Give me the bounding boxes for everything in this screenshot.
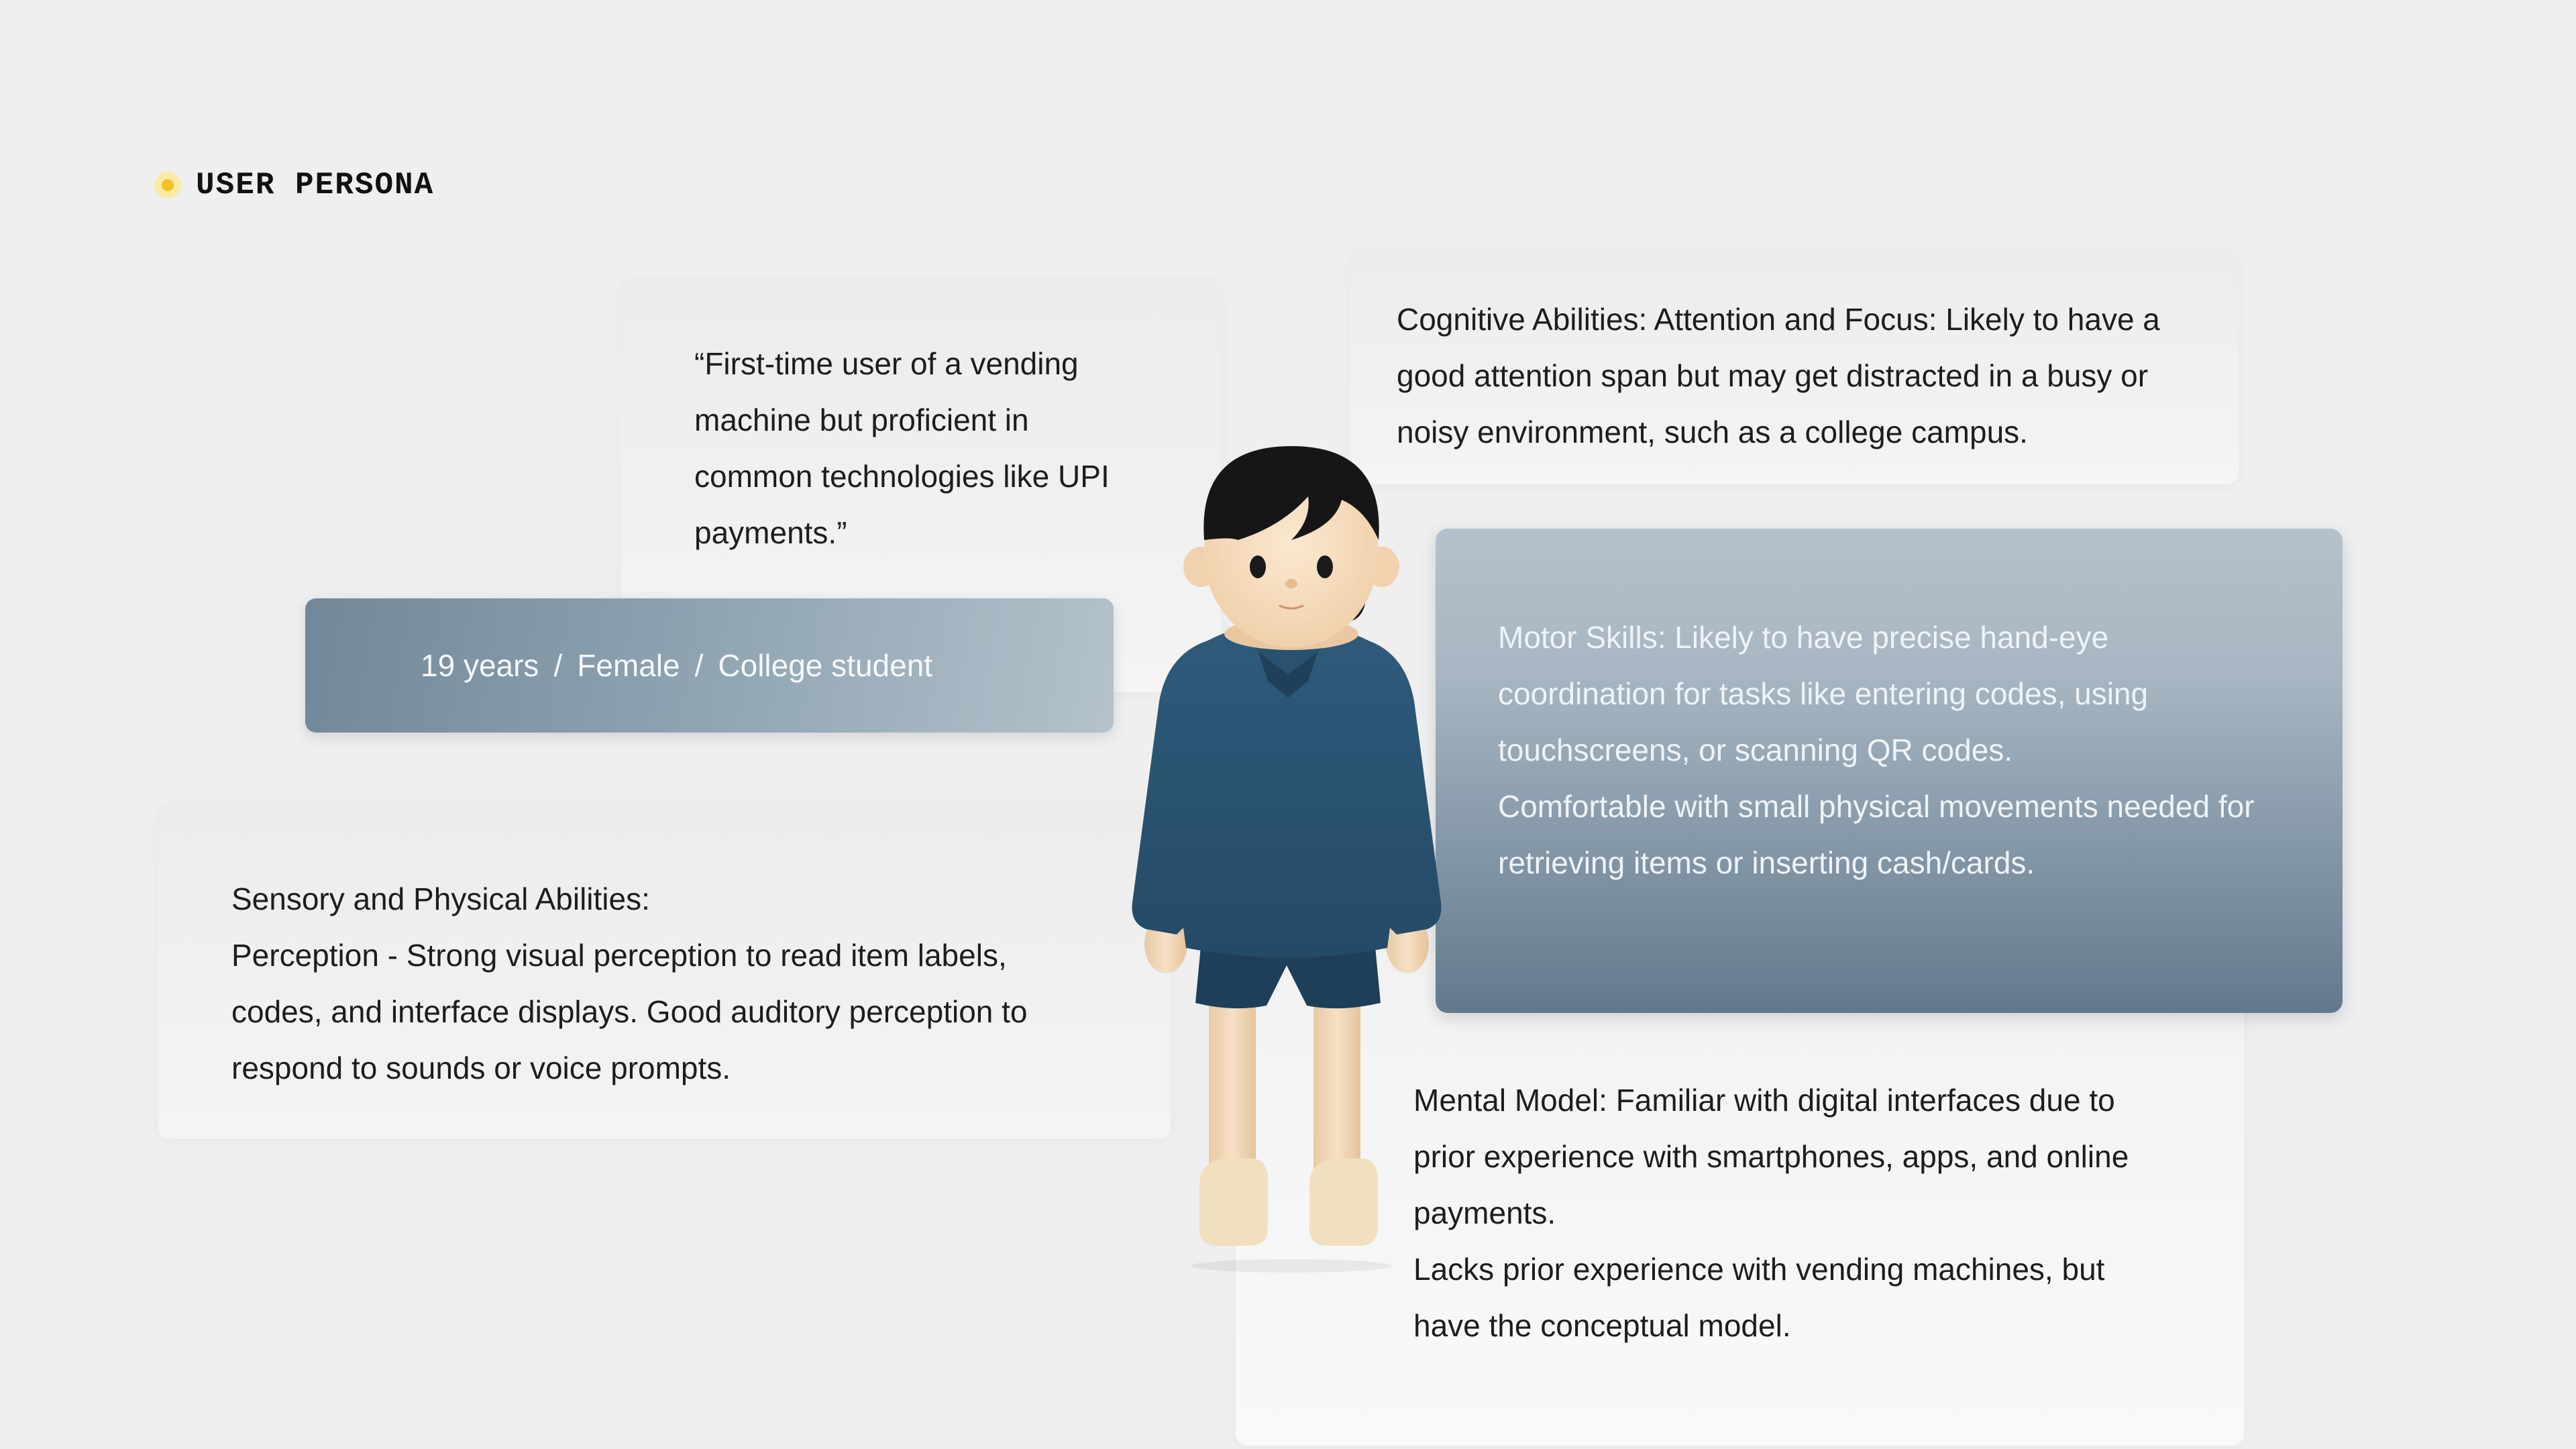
separator: / xyxy=(553,648,563,683)
page-title: USER PERSONA xyxy=(196,168,435,203)
occupation-label: College student xyxy=(718,648,933,683)
separator: / xyxy=(694,648,704,683)
age-label: 19 years xyxy=(421,648,539,683)
sensory-abilities-card xyxy=(158,804,1171,1139)
persona-quote: “First-time user of a vending machine but proficient in common technologies like UPI payments.” xyxy=(694,346,1110,550)
cognitive-abilities-card xyxy=(1350,250,2239,484)
section-heading xyxy=(154,168,434,203)
persona-avatar-figure xyxy=(1127,439,1449,1278)
socks xyxy=(1199,1159,1378,1246)
cognitive-abilities-text: Cognitive Abilities: Attention and Focus: Likely to have a good attention span but may get distracted in a busy or noisy environment, such as a college campus. xyxy=(1397,302,2160,449)
mental-model-text: Mental Model: Familiar with digital interfaces due to prior experience with smartphones, apps, and online payments. Lacks prior experience with vending machines, but have the conceptual model. xyxy=(1413,1083,2129,1343)
motor-skills-text: Motor Skills: Likely to have precise hand-eye coordination for tasks like entering codes, using touchscreens, or scanning QR codes. Comfortable with small physical movements needed for retrieving items or inserting cash/cards. xyxy=(1498,620,2255,880)
sensory-abilities-text: Sensory and Physical Abilities: Perception - Strong visual perception to read item labels, codes, and interface displays. Good auditory perception to respond to sounds or voice prompts. xyxy=(231,881,1028,1085)
bullet-dot-icon xyxy=(154,172,181,199)
head xyxy=(1183,446,1399,647)
motor-skills-card xyxy=(1436,529,2343,1013)
gender-label: Female xyxy=(577,648,680,683)
demographics-bar xyxy=(305,598,1114,733)
